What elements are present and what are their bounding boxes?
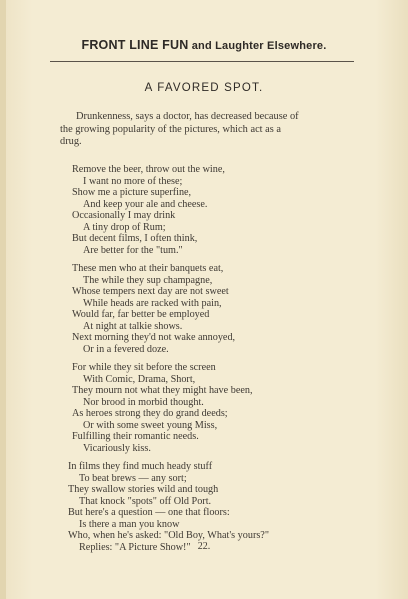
poem-line: Whose tempers next day are not sweet	[72, 286, 229, 297]
intro-line: Drunkenness, says a doctor, has decreased because of	[76, 111, 299, 122]
poem-line: A tiny drop of Rum;	[83, 221, 166, 233]
poem-line: While heads are racked with pain,	[83, 297, 222, 309]
poem-stanza-1	[72, 164, 372, 256]
poem-line: For while they sit before the screen	[72, 362, 216, 373]
poem-line: I want no more of these;	[83, 175, 183, 187]
poem-line: In films they find much heady stuff	[68, 461, 213, 472]
header-rule	[50, 61, 354, 62]
poem-line: Nor brood in morbid thought.	[83, 396, 204, 408]
poem-line: Show me a picture superfine,	[72, 187, 192, 198]
poem-line: Or in a fevered doze.	[83, 343, 169, 355]
header-title-main: FRONT LINE FUN	[81, 38, 189, 52]
poem-line: Are better for the "tum."	[83, 244, 183, 256]
intro-line: the growing popularity of the pictures, which act as a	[60, 123, 282, 135]
poem-line: At night at talkie shows.	[83, 320, 183, 332]
poem-line: Occasionally I may drink	[72, 210, 176, 221]
article-intro	[60, 111, 350, 149]
poem-line: And keep your ale and cheese.	[83, 198, 208, 210]
poem-line: But here's a question — one that floors:	[68, 507, 230, 518]
poem-line: Is there a man you know	[79, 518, 180, 530]
poem-line: Fulfilling their romantic needs.	[72, 431, 199, 442]
poem-line: They mourn not what they might have been,	[72, 385, 253, 396]
page-header	[18, 38, 390, 52]
poem-line: Next morning they'd not wake annoyed,	[72, 332, 236, 343]
page-number: 22.	[197, 541, 211, 552]
poem-line: To beat brews — any sort;	[79, 472, 187, 484]
poem-line: These men who at their banquets eat,	[72, 263, 224, 274]
poem-line: With Comic, Drama, Short,	[83, 373, 196, 385]
poem-line: Replies: "A Picture Show!"	[79, 541, 191, 553]
poem-line: Who, when he's asked: "Old Boy, What's yours?"	[68, 530, 269, 541]
poem-stanza-3	[72, 362, 372, 454]
poem-line: They swallow stories wild and tough	[68, 484, 219, 495]
article-title: A FAVORED SPOT.	[144, 82, 264, 94]
intro-line: drug.	[60, 136, 82, 148]
poem-line: As heroes strong they do grand deeds;	[72, 408, 228, 419]
poem-line: Or with some sweet young Miss,	[83, 419, 218, 431]
poem-line: Vicariously kiss.	[83, 442, 151, 454]
poem-line: That knock "spots" off Old Port.	[79, 495, 212, 507]
header-title-rest: and Laughter Elsewhere.	[188, 40, 327, 52]
poem-stanza-4	[68, 461, 368, 553]
poem-line: The while they sup champagne,	[83, 274, 213, 286]
poem-line: Would far, far better be employed	[72, 309, 210, 320]
poem-line: But decent films, I often think,	[72, 233, 198, 244]
poem-line: Remove the beer, throw out the wine,	[72, 164, 225, 175]
poem-stanza-2	[72, 263, 372, 355]
